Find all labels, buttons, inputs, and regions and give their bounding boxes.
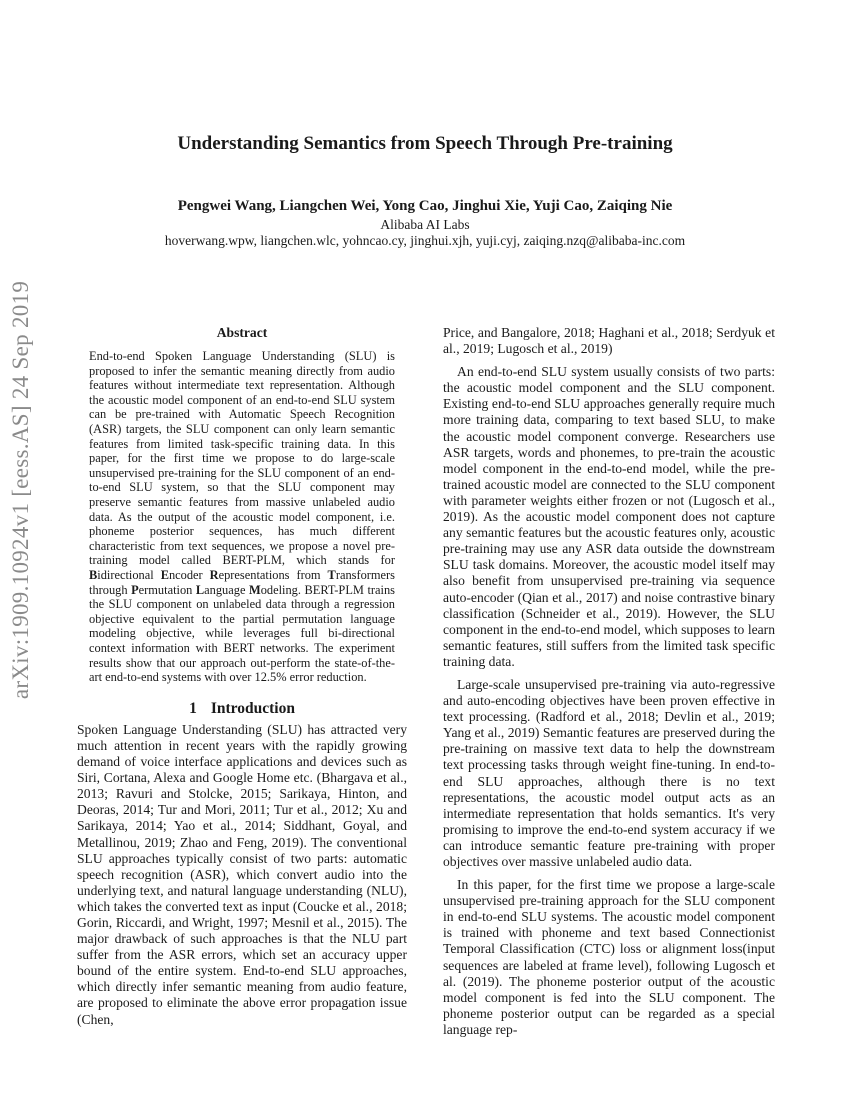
abstract-text-part2: . BERT-PLM trains the SLU component on unlabeled data through a regression objective equivalent to the partial permutation language modeling objective, while leverages full bi-directional context information with BERT networks. The experiment results show that our approach out-perform the state-of-the-art end-to-end systems with over 12.5% error reduction. [89,582,395,685]
left-column [77,325,407,1028]
author-affiliation: Alibaba AI Labs [380,217,470,232]
acronym-word-rest: anguage [204,582,249,597]
body-paragraph-continuation: Price, and Bangalore, 2018; Haghani et al., 2018; Serdyuk et al., 2019; Lugosch et al., 2019) [443,325,775,357]
abstract-text [89,349,395,685]
body-paragraph: An end-to-end SLU system usually consists of two parts: the acoustic model component and the SLU component. Existing end-to-end SLU approaches generally require much more training data, comparing to text based SLU, to make the acoustic model component converge. Researchers use ASR targets, words and phonemes, to pre-train the acoustic model component in the end-to-end model, while the pre-trained acoustic model are connected to the SLU component with parameter weights either frozen or not (Lugosch et al., 2019). As the acoustic model component does not capture any semantic features but the acoustic features only, acoustic pre-training may use any ASR data outside the downstream SLU task domains. Moreover, the acoustic model itself may also benefit from unsupervised pre-training via sequence auto-encoder (Qian et al., 2017) and noise contrastive binary classification (Schneider et al., 2019). However, the SLU component in the end-to-end model, which supposes to learn semantic features, still suffers from the limited task specific training data. [443,364,775,669]
acronym-word-rest: idirectional [97,568,161,582]
acronym-letter: M [249,582,261,597]
body-paragraph: Spoken Language Understanding (SLU) has attracted very much attention in recent years with the rapidly growing demand of voice interface applications and devices such as Siri, Cortana, Alexa and Google Home etc. (Bhargava et al., 2013; Ravuri and Stolcke, 2015; Sarikaya, Hinton, and Deoras, 2014; Tur and Mori, 2011; Tur et al., 2012; Xu and Sarikaya, 2014; Yao et al., 2014; Siddhant, Goyal, and Metallinou, 2019; Zhao and Feng, 2019). The conventional SLU approaches typically consist of two parts: automatic speech recognition (ASR), which convert audio into the underlying text, and natural language understanding (NLU), which takes the converted text as input (Coucke et al., 2018; Gorin, Riccardi, and Wright, 1997; Mesnil et al., 2015). The major drawback of such approaches is that the NLU part suffer from the ASR errors, which set an accuracy upper bound of the entire system. End-to-end SLU approaches, which directly infer semantic meaning from audio feature, are proposed to eliminate the above error propagation issue (Chen, [77,721,407,1027]
abstract-heading: Abstract [216,325,268,340]
acronym-word-rest: epresentations from [218,568,328,582]
acronym-word-rest: ransformers through [89,568,395,597]
acronym-letter: R [209,568,219,582]
right-column [443,325,775,1038]
abstract-section [77,325,407,685]
acronym-word-rest: ncoder [168,568,210,582]
author-emails: hoverwang.wpw, liangchen.wlc, yohncao.cy, jinghui.xjh, yuji.cyj, zaiqing.nzq@alibaba-inc.com [164,233,686,248]
arxiv-identifier-stamp [2,280,40,700]
acronym-word-rest: odeling [260,582,298,597]
acronym-word-rest: ermutation [138,582,196,597]
abstract-text-part1: End-to-end Spoken Language Understanding (SLU) is proposed to infer the semantic meaning directly from audio features without intermediate text representation. Although the acoustic model component of an end-to-end SLU system can be pre-trained with Automatic Speech Recognition (ASR) targets, the SLU component can only learn semantic features from limited task-specific training data. In this paper, for the first time we propose to do large-scale unsupervised pre-training for the SLU component of an end-to-end SLU system, so that the SLU component may preserve semantic features from massive unlabeled audio data. As the output of the acoustic model component, i.e. phoneme posterior sequences, has much different characteristic from text sequences, we propose a novel pre-training model called BERT-PLM, which stands for [89,349,395,568]
acronym-letter: E [160,568,169,582]
section-heading-introduction [77,701,407,717]
section-title: Introduction [210,699,295,717]
body-paragraph: In this paper, for the first time we propose a large-scale unsupervised pre-training approach for the SLU component in end-to-end SLU systems. The acoustic model component is trained with phoneme and text based Connectionist Temporal Classification (CTC) loss or alignment loss(input sequences are labeled at frame level), following Lugosch et al. (2019). The phoneme posterior output of the acoustic model component is fed into the SLU component. The phoneme posterior output can be regarded as a special language rep- [443,877,775,1037]
introduction-section [77,701,407,1028]
acronym-letter: T [327,568,336,582]
acronym-letter: P [131,582,139,597]
acronym-letter: L [195,582,205,597]
paper-title: Understanding Semantics from Speech Through Pre-training [177,133,673,154]
author-list: Pengwei Wang, Liangchen Wei, Yong Cao, Jinghui Xie, Yuji Cao, Zaiqing Nie [177,198,673,214]
body-paragraph: Large-scale unsupervised pre-training via auto-regressive and auto-encoding objectives have been proven effective in text processing. (Radford et al., 2018; Devlin et al., 2019; Yang et al., 2019) Semantic features are preserved during the pre-training on massive text data to help the downstream text processing tasks through weight fine-tuning. In end-to-end SLU approaches, although there is no text representations, the acoustic model output acts as an intermediate representation that holds semantics. It's very promising to improve the end-to-end system accuracy if we can introduce semantic feature pre-training with proper objectives over massive unlabeled audio data. [443,676,775,869]
acronym-letter: B [89,568,98,582]
section-number: 1 [189,699,197,717]
arxiv-identifier-text: arXiv:1909.10924v1 [eess.AS] 24 Sep 2019 [8,280,34,700]
